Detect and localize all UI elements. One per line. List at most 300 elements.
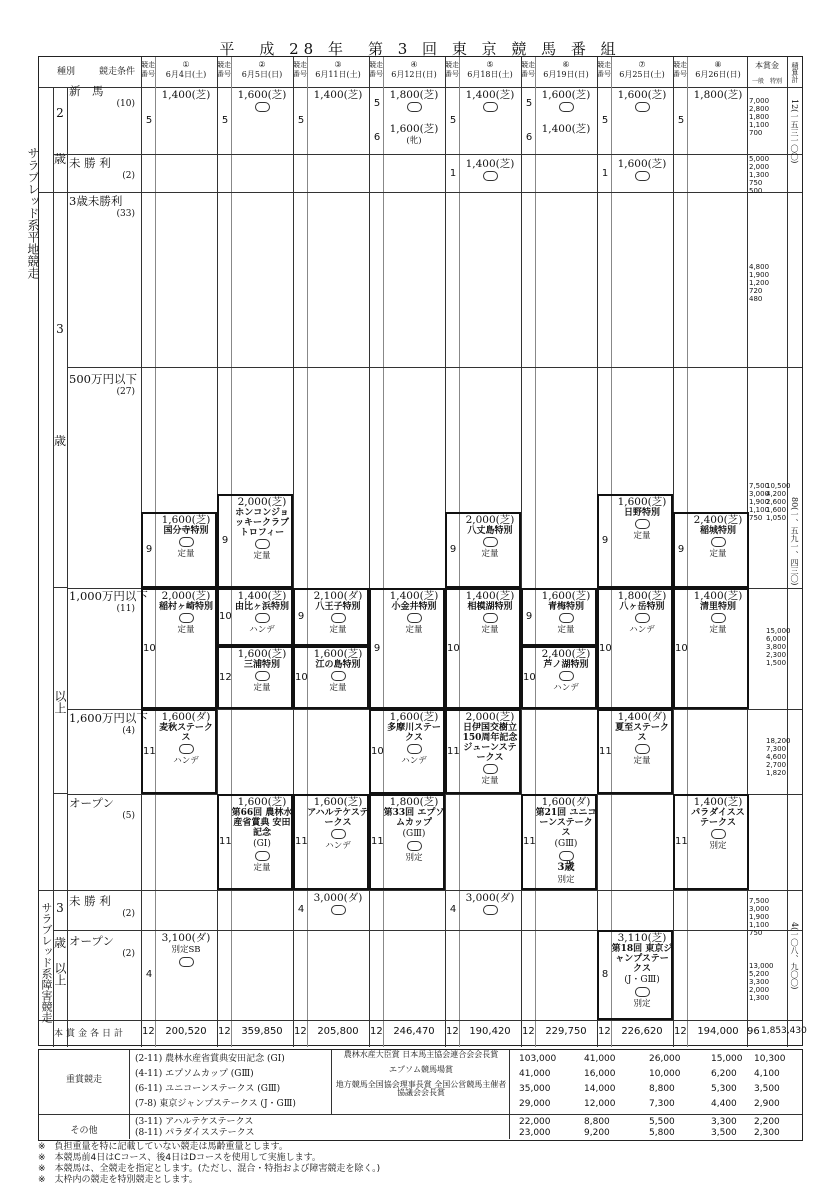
special-race-frame xyxy=(597,709,673,794)
race-entry[interactable] xyxy=(155,89,217,101)
race-distance: 3,100(ダ) xyxy=(161,932,211,944)
sum-day-value: 194,000 xyxy=(697,1026,739,1037)
sum-day-count: 12 xyxy=(446,1026,459,1037)
header-total: 積算計 xyxy=(791,61,799,83)
special-race-frame xyxy=(217,494,293,588)
summary-prize: 10,300 xyxy=(754,1054,786,1064)
race-name: 芦ノ湖特別 xyxy=(543,660,589,670)
race-weight: 定量 xyxy=(481,549,499,559)
jump-age-unit: 歳 xyxy=(53,936,66,950)
special-race-frame xyxy=(445,512,521,588)
race-age: 3歳 xyxy=(557,862,575,873)
race-distance: 1,600(芝) xyxy=(617,496,667,508)
race-entry[interactable] xyxy=(459,892,521,916)
race-weight: 定量 xyxy=(329,625,347,635)
special-race-frame xyxy=(369,588,445,709)
race-name: パラダイスステークス xyxy=(691,808,745,828)
race-entry[interactable] xyxy=(611,89,673,113)
race-badge xyxy=(459,101,521,113)
race-distance: 1,400(芝) xyxy=(465,89,515,101)
summary-prize: 22,000 xyxy=(519,1117,551,1127)
race-name: 第18回 東京ジャンプステークス xyxy=(611,944,673,974)
day-number: ⑤ xyxy=(486,60,494,69)
race-number: 5 xyxy=(373,98,381,109)
prize-block-4: 10,500 4,200 2,600 1,600 1,050 xyxy=(766,482,791,522)
race-distance: 1,600(芝) xyxy=(541,590,591,602)
sum-day-count: 12 xyxy=(598,1026,611,1037)
summary-prize: 9,200 xyxy=(584,1128,610,1138)
race-number: 10 xyxy=(675,642,688,654)
race-distance: 1,800(芝) xyxy=(617,590,667,602)
race-weight: 定量 xyxy=(709,625,727,635)
day-number: ⑥ xyxy=(562,60,570,69)
summary-race-name: (4-11) エプソムカップ (GⅢ) xyxy=(135,1069,254,1079)
race-entry[interactable] xyxy=(383,89,445,113)
race-weight: 定量 xyxy=(557,625,575,635)
header-day-3 xyxy=(307,57,369,87)
special-race-frame xyxy=(673,794,749,890)
race-distance: 1,800(芝) xyxy=(389,89,439,101)
summary-prize: 2,200 xyxy=(754,1117,780,1127)
race-number: 12 xyxy=(219,671,232,683)
day-number: ③ xyxy=(334,60,342,69)
day-number: ⑧ xyxy=(714,60,722,69)
race-weight: 定量 xyxy=(481,776,499,786)
race-number: 8 xyxy=(601,969,609,980)
race-number: 9 xyxy=(297,611,305,622)
header-day-1 xyxy=(155,57,217,87)
race-name: 八ヶ岳特別 xyxy=(619,602,665,612)
special-race-frame xyxy=(217,588,293,646)
condition-5 xyxy=(69,711,148,738)
sum-day-value: 205,800 xyxy=(317,1026,359,1037)
race-sub: 別定SB xyxy=(171,945,201,955)
sum-day-value: 246,470 xyxy=(393,1026,435,1037)
race-number: 6 xyxy=(525,131,533,143)
race-entry[interactable] xyxy=(155,932,217,968)
summary-award: 農林水産大臣賞 日本馬主協会連合会会長賞 xyxy=(343,1050,499,1059)
race-entry[interactable] xyxy=(611,158,673,182)
mixed-icon xyxy=(635,171,650,181)
summary-prize: 12,000 xyxy=(584,1099,616,1109)
race-entry[interactable] xyxy=(459,89,521,113)
race-name: 稲城特別 xyxy=(699,526,736,536)
summary-prize: 4,100 xyxy=(754,1069,780,1079)
summary-prize: 10,000 xyxy=(649,1069,681,1079)
special-race-frame xyxy=(521,588,597,646)
day-number: ① xyxy=(182,60,190,69)
day-date: 6月25日(土) xyxy=(619,70,665,79)
summary-prize: 15,000 xyxy=(711,1054,743,1064)
race-distance: 1,600(芝) xyxy=(617,89,667,101)
prize-summary xyxy=(38,1049,803,1141)
condition-count: (2) xyxy=(122,171,135,181)
header-day-8 xyxy=(687,57,749,87)
mixed-icon xyxy=(255,102,270,112)
condition-count: (4) xyxy=(122,726,135,736)
race-number: 9 xyxy=(601,535,609,546)
mixed-icon xyxy=(179,957,194,967)
special-race-frame xyxy=(445,588,521,709)
condition-count: (2) xyxy=(122,949,135,959)
race-distance: 3,000(ダ) xyxy=(465,892,515,904)
summary-prize: 14,000 xyxy=(584,1084,616,1094)
sum-day-count: 12 xyxy=(218,1026,231,1037)
header-condition: 競走条件 xyxy=(98,67,135,77)
condition-2 xyxy=(69,195,139,221)
mixed-icon xyxy=(483,171,498,181)
race-entry[interactable] xyxy=(535,89,597,113)
special-race-frame xyxy=(141,709,217,794)
group-flat: サラブレッド系平地競走 xyxy=(26,147,40,279)
race-distance: 2,000(芝) xyxy=(465,711,515,723)
mixed-icon xyxy=(331,905,346,915)
race-number: 10 xyxy=(371,745,384,757)
summary-race-name: (2-11) 農林水産省賞典安田記念 (GⅠ) xyxy=(135,1054,285,1064)
race-number: 4 xyxy=(145,969,153,980)
race-name: 清里特別 xyxy=(699,602,736,612)
race-weight: 別定 xyxy=(557,875,575,885)
special-race-frame xyxy=(141,588,217,709)
race-entry[interactable] xyxy=(459,158,521,182)
race-badge xyxy=(611,170,673,182)
race-distance: 2,400(芝) xyxy=(541,648,591,660)
jump-age-up: 以上 xyxy=(53,962,67,986)
header-day-7 xyxy=(611,57,673,87)
race-name: 八丈島特別 xyxy=(467,526,513,536)
mixed-icon xyxy=(483,905,498,915)
day-number: ② xyxy=(258,60,266,69)
total-jump: 4(一〇八、九〇〇) xyxy=(790,922,799,990)
race-number: 10 xyxy=(143,642,156,654)
race-number: 5 xyxy=(601,114,609,126)
prize-block-8: 13,000 5,200 3,300 2,000 1,300 xyxy=(749,962,774,1002)
race-name: 国分寺特別 xyxy=(163,526,209,536)
prize-block-7: 7,500 3,000 1,900 1,100 750 xyxy=(749,897,770,937)
sum-day-count: 12 xyxy=(522,1026,535,1037)
age-3: 3 xyxy=(56,322,64,336)
race-distance: 1,600(ダ) xyxy=(161,711,211,723)
summary-prize: 41,000 xyxy=(584,1054,616,1064)
race-weight: 定量 xyxy=(177,549,195,559)
summary-prize: 41,000 xyxy=(519,1069,551,1079)
race-distance: 1,400(芝) xyxy=(541,123,591,135)
race-number: 5 xyxy=(145,114,153,126)
sum-day-count: 12 xyxy=(142,1026,155,1037)
race-weight: ハンデ xyxy=(401,756,427,766)
condition-count: (5) xyxy=(122,811,135,821)
race-distance: 1,400(芝) xyxy=(389,590,439,602)
race-name: 由比ヶ浜特別 xyxy=(234,602,289,612)
sum-day-count: 12 xyxy=(370,1026,383,1037)
race-entry[interactable] xyxy=(687,89,749,101)
race-distance: 3,110(芝) xyxy=(617,932,667,944)
race-number: 11 xyxy=(371,836,384,847)
race-name: アハルテケステークス xyxy=(307,808,369,828)
day-date: 6月11日(土) xyxy=(315,70,361,79)
special-race-frame xyxy=(141,512,217,588)
race-weight: ハンデ xyxy=(325,841,351,851)
race-distance: 2,400(芝) xyxy=(693,514,743,526)
race-name: 青梅特別 xyxy=(547,602,584,612)
summary-prize: 2,300 xyxy=(754,1128,780,1138)
special-race-frame xyxy=(597,930,673,1020)
condition-name: 未 勝 利 xyxy=(69,894,111,908)
sum-day-count: 12 xyxy=(294,1026,307,1037)
summary-prize: 35,000 xyxy=(519,1084,551,1094)
special-race-frame xyxy=(521,646,597,709)
condition-name: 1,600万円以下 xyxy=(69,711,148,725)
mixed-icon xyxy=(407,102,422,112)
race-distance: 1,400(ダ) xyxy=(617,711,667,723)
summary-race-name: (8-11) パラダイスステークス xyxy=(135,1128,255,1138)
race-distance: 1,600(芝) xyxy=(237,648,287,660)
race-name: 第33回 エプソムカップ xyxy=(383,808,445,828)
condition-4 xyxy=(69,589,148,616)
race-weight: 定量 xyxy=(177,625,195,635)
race-number: 9 xyxy=(221,535,229,546)
special-race-frame xyxy=(597,494,673,588)
header-race-no: 競走番号 xyxy=(369,61,383,78)
day-date: 6月4日(土) xyxy=(165,70,207,79)
note-line: ※ 本競馬前4日はCコース、後4日はDコースを使用して実施します。 xyxy=(38,1153,321,1163)
race-name: 三浦特別 xyxy=(243,660,280,670)
summary-prize: 8,800 xyxy=(584,1117,610,1127)
race-entry[interactable] xyxy=(231,89,293,113)
summary-prize: 16,000 xyxy=(584,1069,616,1079)
day-number: ⑦ xyxy=(638,60,646,69)
mixed-icon xyxy=(635,102,650,112)
sum-day-value: 190,420 xyxy=(469,1026,511,1037)
race-badge xyxy=(535,101,597,113)
race-number: 5 xyxy=(525,98,533,109)
race-weight: 別定 xyxy=(633,999,651,1009)
race-number: 11 xyxy=(143,745,156,757)
race-name: 夏至ステークス xyxy=(615,723,669,743)
summary-prize: 2,900 xyxy=(754,1099,780,1109)
age-3-unit: 歳 xyxy=(53,434,66,448)
header-race-no: 競走番号 xyxy=(141,61,155,78)
race-grade: (GⅢ) xyxy=(554,839,578,849)
race-distance: 1,600(芝) xyxy=(313,648,363,660)
race-entry[interactable] xyxy=(307,89,369,101)
race-number: 11 xyxy=(675,836,688,847)
race-weight: 別定 xyxy=(709,841,727,851)
race-sub: (牝) xyxy=(406,136,422,146)
condition-6 xyxy=(69,797,139,823)
jump-age-3: 3 xyxy=(56,901,64,915)
race-distance: 2,000(芝) xyxy=(161,590,211,602)
race-name: ホンコンジョッキークラブトロフィー xyxy=(234,508,289,538)
race-name: 相模湖特別 xyxy=(467,602,513,612)
race-name: 八王子特別 xyxy=(315,602,361,612)
race-schedule-table xyxy=(26,56,807,1046)
condition-count: (11) xyxy=(116,604,135,614)
condition-count: (27) xyxy=(116,387,135,397)
condition-name: 新 馬 xyxy=(69,84,104,98)
total-2yo: 12(一五三一〇〇) xyxy=(790,99,799,164)
header-day-2 xyxy=(231,57,293,87)
group-jump: サラブレッド系障害競走 xyxy=(40,902,53,1023)
sum-label: 本賞金各日計 xyxy=(53,1029,126,1039)
race-number: 6 xyxy=(373,131,381,143)
day-date: 6月18日(土) xyxy=(467,70,513,79)
race-distance: 1,400(芝) xyxy=(465,590,515,602)
sum-day-value: 200,520 xyxy=(165,1026,207,1037)
prize-block-0: 7,000 2,800 1,800 1,100 700 xyxy=(749,97,770,137)
race-distance: 1,800(芝) xyxy=(693,89,743,101)
age-2: 2 xyxy=(56,106,64,120)
prize-block-1: 5,000 2,000 1,300 750 500 xyxy=(749,155,770,195)
race-distance: 1,600(芝) xyxy=(313,796,363,808)
special-race-frame xyxy=(369,709,445,794)
race-name: 多摩川ステークス xyxy=(387,723,441,743)
summary-race-name: (3-11) アハルテケステークス xyxy=(135,1117,254,1127)
race-number: 4 xyxy=(449,904,457,915)
race-weight: 定量 xyxy=(253,551,271,561)
race-number: 10 xyxy=(447,642,460,654)
prize-block-3: 7,500 3,000 1,900 1,100 750 xyxy=(749,482,770,522)
col-divider xyxy=(521,57,522,1047)
summary-prize: 5,500 xyxy=(649,1117,675,1127)
note-line: ※ 本競馬は、全競走を指定とします。(ただし、混合・特指および障害競走を除く。) xyxy=(38,1164,381,1174)
condition-8 xyxy=(69,935,139,961)
summary-award: エプソム競馬場賞 xyxy=(389,1065,453,1074)
summary-prize: 8,800 xyxy=(649,1084,675,1094)
header-day-4 xyxy=(383,57,445,87)
race-distance: 1,400(芝) xyxy=(237,590,287,602)
special-race-frame xyxy=(673,588,749,709)
condition-0 xyxy=(69,85,139,111)
prize-block-5: 15,000 6,000 3,800 2,300 1,500 xyxy=(766,627,791,667)
race-no-divider xyxy=(535,57,536,1047)
race-distance: 2,100(ダ) xyxy=(313,590,363,602)
others-label: その他 xyxy=(70,1126,98,1136)
race-badge xyxy=(459,170,521,182)
header-type: 種別 xyxy=(56,67,75,77)
race-distance: 1,400(芝) xyxy=(465,158,515,170)
day-date: 6月19日(日) xyxy=(543,70,589,79)
mixed-icon xyxy=(483,102,498,112)
race-name: 麦秋ステークス xyxy=(159,723,213,743)
prize-block-2: 4,800 1,900 1,200 720 480 xyxy=(749,263,770,303)
special-race-frame xyxy=(217,794,293,890)
race-distance: 1,400(芝) xyxy=(693,590,743,602)
race-name: 日伊国交樹立150周年記念ジューンステークス xyxy=(462,723,518,763)
page-title: 平 成 28 年 第 3 回 東 京 競 馬 番 組 xyxy=(219,40,621,58)
sum-day-value: 226,620 xyxy=(621,1026,663,1037)
summary-prize: 3,300 xyxy=(711,1117,737,1127)
special-race-frame xyxy=(293,794,369,890)
race-number: 11 xyxy=(599,745,612,757)
race-number: 10 xyxy=(523,671,536,683)
special-race-frame xyxy=(597,588,673,709)
col-divider xyxy=(293,57,294,1047)
special-race-frame xyxy=(217,646,293,709)
note-line: ※ 負担重量を特に記載していない競走は馬齢重量とします。 xyxy=(38,1142,288,1152)
race-weight: 別定 xyxy=(405,853,423,863)
race-entry[interactable] xyxy=(383,123,445,147)
race-name: 第66回 農林水産省賞典 安田記念 xyxy=(231,808,293,838)
age-2-unit: 歳 xyxy=(53,152,66,166)
race-badge xyxy=(611,101,673,113)
race-number: 9 xyxy=(145,544,153,555)
summary-prize: 5,800 xyxy=(649,1128,675,1138)
graded-label: 重賞競走 xyxy=(65,1075,102,1085)
condition-name: 500万円以下 xyxy=(69,372,137,386)
race-distance: 1,600(ダ) xyxy=(541,796,591,808)
race-number: 9 xyxy=(449,544,457,555)
race-name: 稲村ヶ崎特別 xyxy=(158,602,213,612)
condition-name: オープン xyxy=(69,796,114,810)
race-weight: 定量 xyxy=(253,683,271,693)
summary-prize: 6,200 xyxy=(711,1069,737,1079)
header-race-no: 競走番号 xyxy=(597,61,611,78)
race-distance: 1,600(芝) xyxy=(237,796,287,808)
race-entry[interactable] xyxy=(307,892,369,916)
race-weight: 定量 xyxy=(709,549,727,559)
race-distance: 2,000(芝) xyxy=(237,496,287,508)
header-race-no: 競走番号 xyxy=(673,61,687,78)
race-distance: 1,600(芝) xyxy=(237,89,287,101)
sum-day-value: 229,750 xyxy=(545,1026,587,1037)
race-distance: 1,600(芝) xyxy=(389,123,439,135)
day-date: 6月5日(日) xyxy=(241,70,283,79)
condition-count: (10) xyxy=(116,99,135,109)
summary-prize: 23,000 xyxy=(519,1128,551,1138)
race-number: 5 xyxy=(677,114,685,126)
day-date: 6月12日(日) xyxy=(391,70,437,79)
special-race-frame xyxy=(445,709,521,794)
race-distance: 1,400(芝) xyxy=(161,89,211,101)
race-weight: 定量 xyxy=(253,863,271,873)
race-number: 10 xyxy=(219,611,232,622)
race-number: 10 xyxy=(599,642,612,654)
race-number: 5 xyxy=(449,114,457,126)
condition-count: (2) xyxy=(122,909,135,919)
race-weight: 定量 xyxy=(405,625,423,635)
condition-1 xyxy=(69,157,139,183)
race-entry[interactable] xyxy=(535,123,597,135)
mixed-icon xyxy=(559,102,574,112)
sum-total-n: 96 xyxy=(747,1026,760,1037)
race-distance: 1,600(芝) xyxy=(617,158,667,170)
race-number: 9 xyxy=(525,611,533,622)
race-grade: (J・GⅢ) xyxy=(624,975,660,985)
special-race-frame xyxy=(293,646,369,709)
race-number: 11 xyxy=(447,745,460,757)
condition-3 xyxy=(69,373,139,399)
race-number: 9 xyxy=(677,544,685,555)
sum-day-count: 12 xyxy=(674,1026,687,1037)
race-badge xyxy=(231,101,293,113)
sum-day-value: 359,850 xyxy=(241,1026,283,1037)
special-race-frame xyxy=(521,794,597,890)
race-badge xyxy=(459,904,521,916)
header-race-no: 競走番号 xyxy=(293,61,307,78)
age-up: 以上 xyxy=(53,690,67,714)
summary-race-name: (7-8) 東京ジャンプステークス (J・GⅢ) xyxy=(135,1099,296,1109)
summary-prize: 26,000 xyxy=(649,1054,681,1064)
special-race-frame xyxy=(673,512,749,588)
sum-total-v: 1,853,430 xyxy=(761,1026,807,1036)
day-date: 6月26日(日) xyxy=(695,70,741,79)
race-distance: 1,600(芝) xyxy=(389,711,439,723)
race-distance: 1,400(芝) xyxy=(693,796,743,808)
race-number: 11 xyxy=(523,836,536,847)
header-day-5 xyxy=(459,57,521,87)
race-badge xyxy=(383,101,445,113)
